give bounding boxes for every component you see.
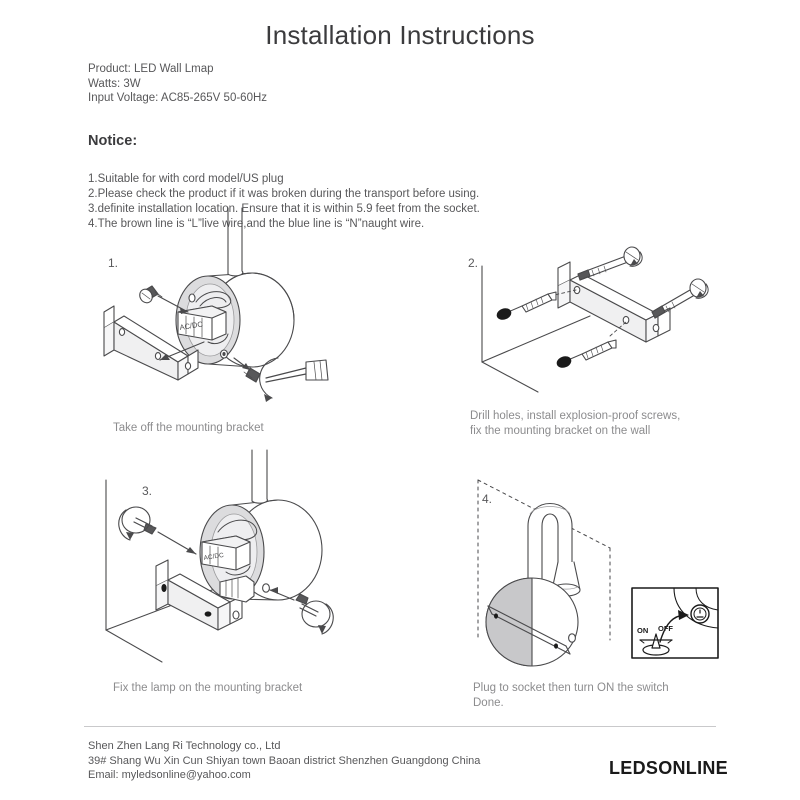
spec-watts: Watts: 3W bbox=[88, 77, 141, 90]
step-4-caption-line1: Plug to socket then turn ON the switch bbox=[473, 682, 669, 694]
screw-upper bbox=[137, 286, 162, 305]
lamp-stem bbox=[252, 450, 267, 503]
footer-email: Email: myledsonline@yahoo.com bbox=[88, 769, 251, 781]
switch-on-label: ON bbox=[637, 626, 649, 635]
wall-anchor-upper bbox=[495, 292, 556, 322]
footer-company: Shen Zhen Lang Ri Technology co., Ltd bbox=[88, 740, 281, 752]
notice-item: 4.The brown line is “L”live wire,and the blue line is “N”naught wire. bbox=[88, 218, 425, 230]
mounting-bracket bbox=[558, 262, 670, 342]
step-2-illustration bbox=[460, 250, 710, 415]
lamp-base bbox=[486, 578, 578, 666]
step-3-illustration bbox=[100, 470, 360, 675]
screw-lower bbox=[296, 594, 333, 634]
screw-top bbox=[578, 247, 642, 280]
footer-contact bbox=[88, 739, 480, 783]
step-3-diagram bbox=[100, 470, 360, 675]
notice-heading: Notice: bbox=[88, 133, 138, 149]
product-specs bbox=[88, 62, 267, 106]
step-4-illustration bbox=[460, 470, 720, 675]
step-4-caption-line2: Done. bbox=[473, 697, 504, 709]
screw-right bbox=[652, 279, 708, 318]
step-3-number: 3. bbox=[142, 484, 153, 498]
step-4-number: 4. bbox=[482, 492, 493, 506]
footer-divider bbox=[84, 726, 716, 727]
step-1-illustration bbox=[100, 250, 360, 425]
switch-off-label: OFF bbox=[658, 624, 673, 633]
notice-list bbox=[88, 172, 480, 232]
terminal-block-label: AC/DC bbox=[203, 551, 225, 562]
step-4-caption bbox=[473, 681, 669, 711]
footer-address: 39# Shang Wu Xin Cun Shiyan town Baoan district Shenzhen Guangdong China bbox=[88, 754, 481, 767]
spec-voltage: Input Voltage: AC85-265V 50-60Hz bbox=[88, 92, 268, 105]
spec-product: Product: LED Wall Lmap bbox=[88, 63, 214, 75]
notice-item: 3.definite installation location. Ensure that it is within 5.9 feet from the socket. bbox=[88, 203, 480, 215]
terminal-block bbox=[202, 536, 250, 570]
step-3-caption: Fix the lamp on the mounting bracket bbox=[113, 682, 303, 694]
screwdriver bbox=[260, 358, 328, 402]
step-1-caption: Take off the mounting bracket bbox=[113, 422, 264, 434]
step-2-caption bbox=[470, 409, 680, 439]
switch-inset bbox=[632, 588, 718, 658]
screw-upper bbox=[119, 507, 156, 540]
step-2-diagram bbox=[460, 250, 710, 410]
wall-anchor-lower bbox=[555, 340, 616, 370]
step-2-caption-line2: fix the mounting bracket on the wall bbox=[470, 425, 651, 437]
step-2-number: 2. bbox=[468, 256, 479, 270]
notice-item: 1.Suitable for with cord model/US plug bbox=[88, 173, 284, 185]
step-4-diagram bbox=[460, 470, 720, 675]
step-2-caption-line1: Drill holes, install explosion-proof screws, bbox=[470, 410, 681, 422]
step-1-number: 1. bbox=[108, 256, 119, 270]
terminal-block-label: AC/DC bbox=[178, 319, 204, 332]
brand-logo: LEDSONLINE bbox=[608, 758, 728, 778]
page-title: Installation Instructions bbox=[265, 20, 535, 50]
step-1-diagram bbox=[100, 250, 360, 425]
screw-lower bbox=[244, 368, 260, 382]
notice-item: 2.Please check the product if it was broken during the transport before using. bbox=[88, 188, 480, 200]
